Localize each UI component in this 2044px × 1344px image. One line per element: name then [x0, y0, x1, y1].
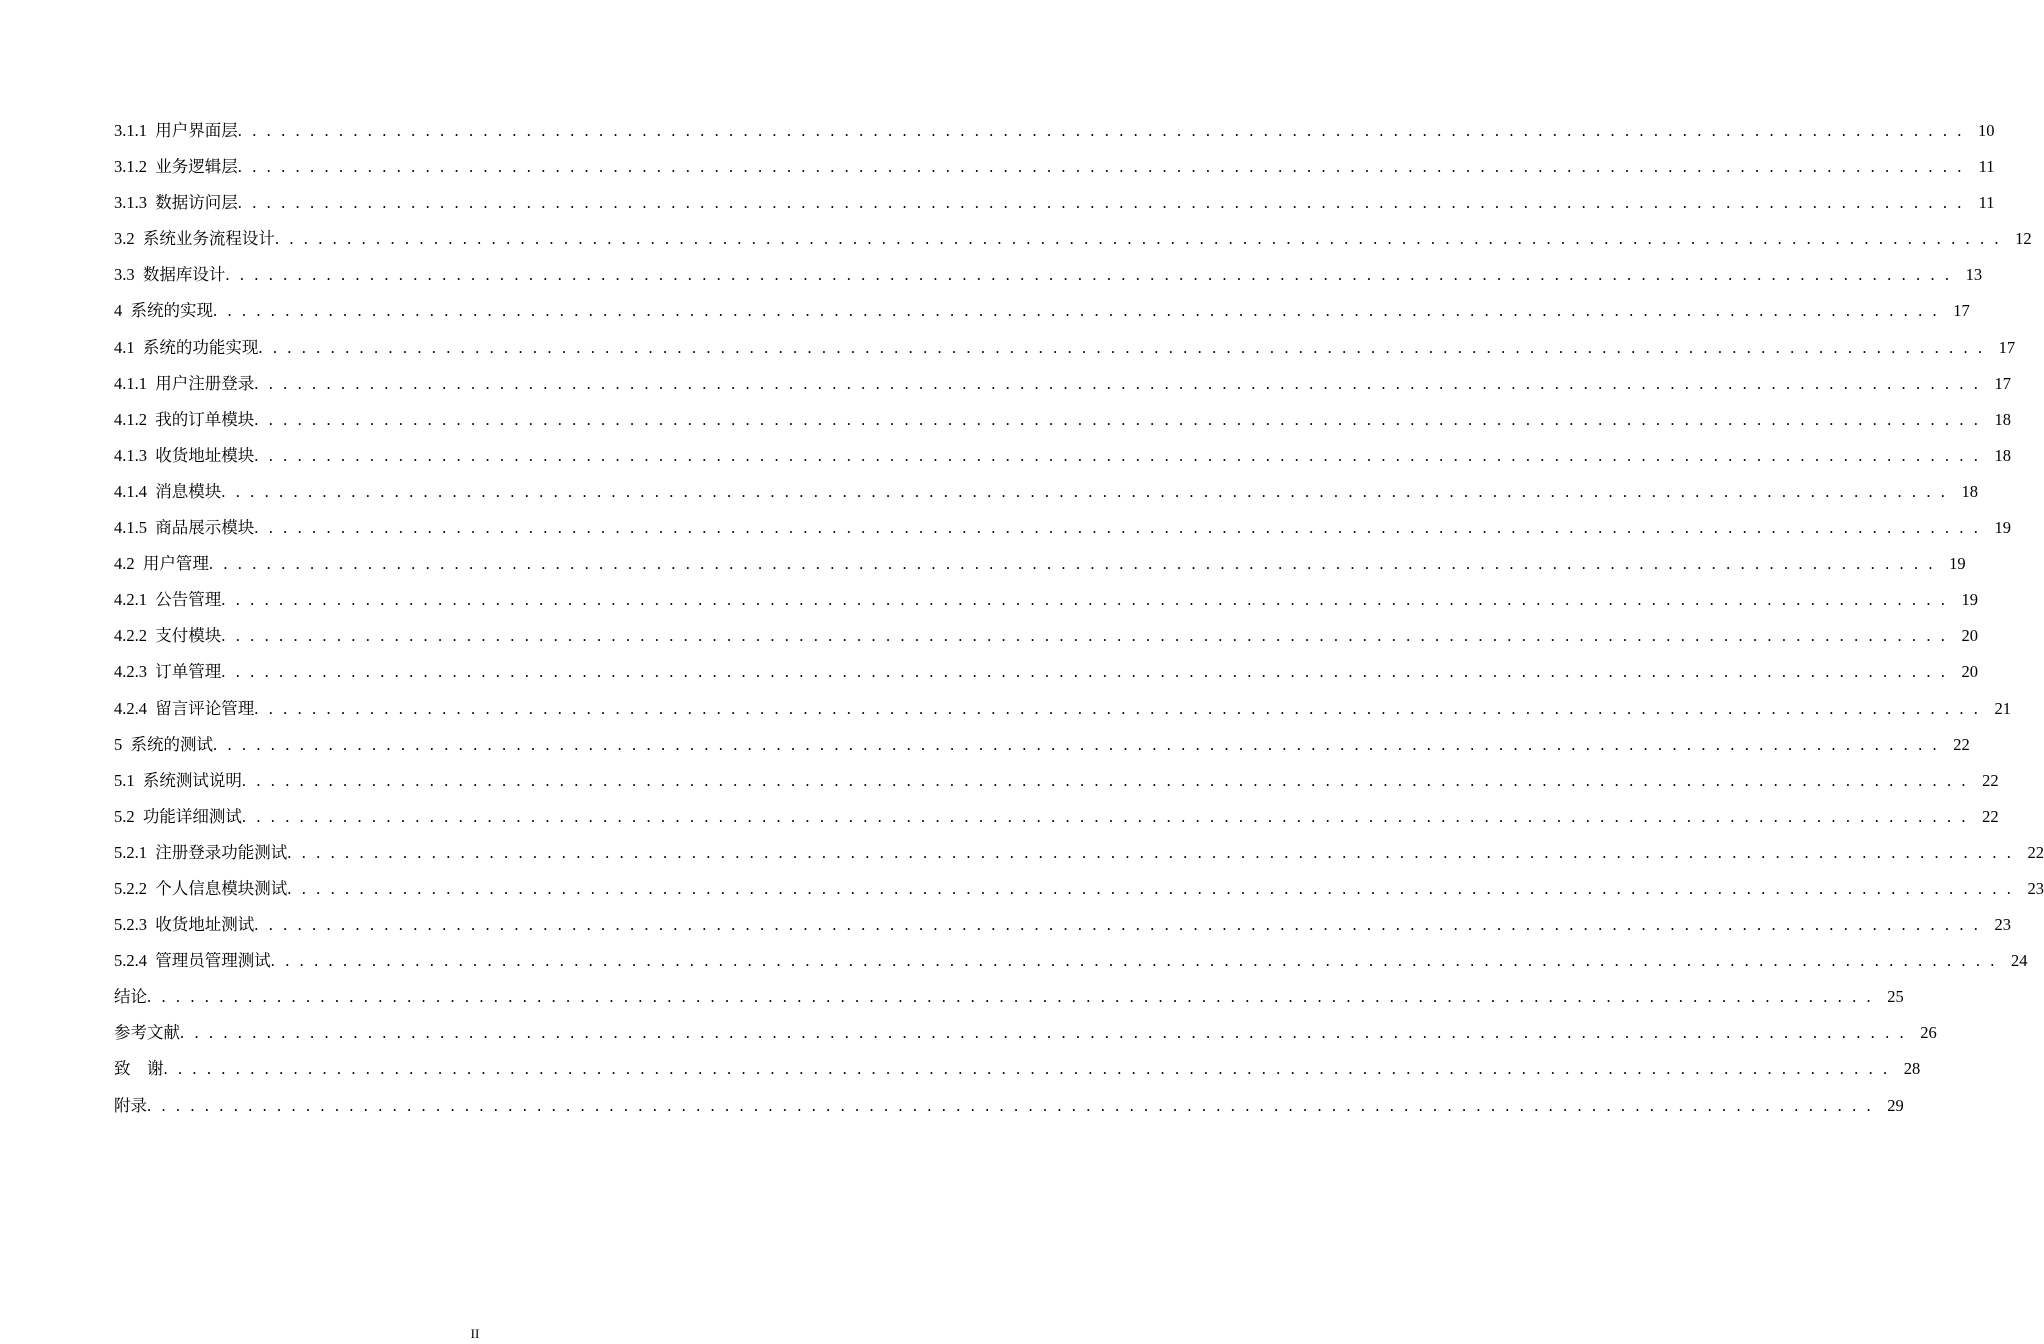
toc-entry-title: 4.2.1 公告管理 [114, 590, 222, 610]
toc-leader-dots: . . . . . . . . . . . . . . . . . . . . . . . . . . . . . . . . . . . . . . . . . . . . . . . . . . . . . . . . . . . . . . . . . . . . . . . . . . . . . . . . . . . . . . . . . . . . . . . . . . . . . . . . . . . . . . . . . . . . . . . . [213, 734, 1940, 754]
toc-entry[interactable] [114, 1088, 1904, 1124]
toc-entry-page-number: 26 [1920, 1023, 1937, 1043]
toc-leader-dots: . . . . . . . . . . . . . . . . . . . . . . . . . . . . . . . . . . . . . . . . . . . . . . . . . . . . . . . . . . . . . . . . . . . . . . . . . . . . . . . . . . . . . . . . . . . . . . . . . . . . . . . . . . . . . . . . . . . . . . . . [254, 409, 1982, 429]
toc-leader-dots: . . . . . . . . . . . . . . . . . . . . . . . . . . . . . . . . . . . . . . . . . . . . . . . . . . . . . . . . . . . . . . . . . . . . . . . . . . . . . . . . . . . . . . . . . . . . . . . . . . . . . . . . . . . . . . . . . . . . . . . . [254, 698, 1982, 718]
toc-leader-dots: . . . . . . . . . . . . . . . . . . . . . . . . . . . . . . . . . . . . . . . . . . . . . . . . . . . . . . . . . . . . . . . . . . . . . . . . . . . . . . . . . . . . . . . . . . . . . . . . . . . . . . . . . . . . . . . . . . . . . . . . [254, 518, 1982, 538]
toc-entry-page-number: 17 [1994, 373, 2012, 393]
toc-entry-title: 4.1.3 收货地址模块 [114, 445, 255, 465]
toc-leader-dots: . . . . . . . . . . . . . . . . . . . . . . . . . . . . . . . . . . . . . . . . . . . . . . . . . . . . . . . . . . . . . . . . . . . . . . . . . . . . . . . . . . . . . . . . . . . . . . . . . . . . . . . . . . . . . . . . . . . . . . . . [237, 157, 1965, 177]
toc-entry[interactable] [114, 907, 2012, 943]
toc-entry[interactable] [114, 402, 2012, 438]
toc-entry-title: 附录 [114, 1095, 147, 1115]
toc-entry-page-number: 28 [1903, 1059, 1921, 1079]
toc-entry[interactable] [114, 1015, 1937, 1051]
toc-entry-page-number: 22 [1982, 806, 1999, 826]
toc-entry[interactable] [114, 654, 1979, 690]
toc-leader-dots: . . . . . . . . . . . . . . . . . . . . . . . . . . . . . . . . . . . . . . . . . . . . . . . . . . . . . . . . . . . . . . . . . . . . . . . . . . . . . . . . . . . . . . . . . . . . . . . . . . . . . . . . . . . . . . . . . . . . . . . . [147, 987, 1874, 1007]
toc-entry-page-number: 18 [1961, 481, 1979, 501]
toc-entry[interactable] [114, 221, 2032, 257]
toc-entry-page-number: 22 [1982, 770, 1999, 790]
toc-entry[interactable] [114, 474, 1979, 510]
toc-entry-title: 3.1.1 用户界面层 [114, 121, 238, 140]
toc-entry-title: 4.2.4 留言评论管理 [114, 698, 255, 718]
toc-entry-title: 5.2.2 个人信息模块测试 [114, 878, 288, 898]
toc-entry-page-number: 20 [1961, 662, 1979, 682]
toc-leader-dots: . . . . . . . . . . . . . . . . . . . . . . . . . . . . . . . . . . . . . . . . . . . . . . . . . . . . . . . . . . . . . . . . . . . . . . . . . . . . . . . . . . . . . . . . . . . . . . . . . . . . . . . . . . . . . . . . . . . . . . . . [163, 1059, 1891, 1079]
toc-entry[interactable] [114, 799, 1999, 835]
toc-entry[interactable] [114, 943, 2028, 979]
toc-entry-title: 5.2.1 注册登录功能测试 [114, 842, 288, 862]
toc-entry[interactable] [114, 438, 2012, 474]
toc-leader-dots: . . . . . . . . . . . . . . . . . . . . . . . . . . . . . . . . . . . . . . . . . . . . . . . . . . . . . . . . . . . . . . . . . . . . . . . . . . . . . . . . . . . . . . . . . . . . . . . . . . . . . . . . . . . . . . . . . . . . . . . . [241, 806, 1969, 826]
toc-leader-dots: . . . . . . . . . . . . . . . . . . . . . . . . . . . . . . . . . . . . . . . . . . . . . . . . . . . . . . . . . . . . . . . . . . . . . . . . . . . . . . . . . . . . . . . . . . . . . . . . . . . . . . . . . . . . . . . . . . . . . . . . [221, 626, 1949, 646]
toc-leader-dots: . . . . . . . . . . . . . . . . . . . . . . . . . . . . . . . . . . . . . . . . . . . . . . . . . . . . . . . . . . . . . . . . . . . . . . . . . . . . . . . . . . . . . . . . . . . . . . . . . . . . . . . . . . . . . . . . . . . . . . . . [208, 554, 1936, 574]
toc-entry-title: 结论 [114, 987, 147, 1007]
toc-entry-title: 致 谢 [114, 1059, 164, 1079]
toc-entry[interactable] [114, 185, 1995, 221]
toc-entry-title: 3.1.3 数据访问层 [114, 193, 238, 213]
toc-leader-dots: . . . . . . . . . . . . . . . . . . . . . . . . . . . . . . . . . . . . . . . . . . . . . . . . . . . . . . . . . . . . . . . . . . . . . . . . . . . . . . . . . . . . . . . . . . . . . . . . . . . . . . . . . . . . . . . . . . . . . . . . [237, 193, 1965, 213]
toc-leader-dots: . . . . . . . . . . . . . . . . . . . . . . . . . . . . . . . . . . . . . . . . . . . . . . . . . . . . . . . . . . . . . . . . . . . . . . . . . . . . . . . . . . . . . . . . . . . . . . . . . . . . . . . . . . . . . . . . . . . . . . . . [221, 590, 1949, 610]
toc-entry-page-number: 20 [1961, 626, 1979, 646]
toc-entry-title: 5.1 系统测试说明 [114, 770, 242, 790]
toc-entry-title: 3.1.2 业务逻辑层 [114, 157, 238, 177]
toc-entry[interactable] [114, 618, 1979, 654]
toc-leader-dots: . . . . . . . . . . . . . . . . . . . . . . . . . . . . . . . . . . . . . . . . . . . . . . . . . . . . . . . . . . . . . . . . . . . . . . . . . . . . . . . . . . . . . . . . . . . . . . . . . . . . . . . . . . . . . . . . . . . . . . . . [237, 121, 1965, 140]
toc-entry[interactable] [114, 979, 1904, 1015]
toc-entry[interactable] [114, 113, 1995, 149]
toc-entry-page-number: 24 [2011, 951, 2028, 971]
toc-leader-dots: . . . . . . . . . . . . . . . . . . . . . . . . . . . . . . . . . . . . . . . . . . . . . . . . . . . . . . . . . . . . . . . . . . . . . . . . . . . . . . . . . . . . . . . . . . . . . . . . . . . . . . . . . . . . . . . . . . . . . . . . [241, 770, 1969, 790]
toc-leader-dots: . . . . . . . . . . . . . . . . . . . . . . . . . . . . . . . . . . . . . . . . . . . . . . . . . . . . . . . . . . . . . . . . . . . . . . . . . . . . . . . . . . . . . . . . . . . . . . . . . . . . . . . . . . . . . . . . . . . . . . . . [287, 878, 2015, 898]
toc-entry-page-number: 12 [2015, 229, 2032, 249]
toc-entry-title: 4.2.3 订单管理 [114, 662, 222, 682]
toc-entry-title: 5 系统的测试 [114, 734, 213, 754]
toc-entry[interactable] [114, 330, 2016, 366]
toc-entry[interactable] [114, 727, 1970, 763]
toc-leader-dots: . . . . . . . . . . . . . . . . . . . . . . . . . . . . . . . . . . . . . . . . . . . . . . . . . . . . . . . . . . . . . . . . . . . . . . . . . . . . . . . . . . . . . . . . . . . . . . . . . . . . . . . . . . . . . . . . . . . . . . . . [180, 1023, 1907, 1043]
toc-entry-title: 4.1.2 我的订单模块 [114, 409, 255, 429]
toc-leader-dots: . . . . . . . . . . . . . . . . . . . . . . . . . . . . . . . . . . . . . . . . . . . . . . . . . . . . . . . . . . . . . . . . . . . . . . . . . . . . . . . . . . . . . . . . . . . . . . . . . . . . . . . . . . . . . . . . . . . . . . . . [221, 481, 1949, 501]
toc-entry-page-number: 22 [1953, 734, 1970, 754]
toc-leader-dots: . . . . . . . . . . . . . . . . . . . . . . . . . . . . . . . . . . . . . . . . . . . . . . . . . . . . . . . . . . . . . . . . . . . . . . . . . . . . . . . . . . . . . . . . . . . . . . . . . . . . . . . . . . . . . . . . . . . . . . . . [270, 951, 1998, 971]
toc-entry[interactable] [114, 763, 1999, 799]
toc-entry-page-number: 22 [2027, 842, 2044, 862]
toc-entry-page-number: 17 [1998, 337, 2016, 357]
toc-entry[interactable] [114, 691, 2012, 727]
toc-entry-page-number: 11 [1978, 193, 1995, 213]
toc-entry-page-number: 18 [1994, 445, 2012, 465]
toc-leader-dots: . . . . . . . . . . . . . . . . . . . . . . . . . . . . . . . . . . . . . . . . . . . . . . . . . . . . . . . . . . . . . . . . . . . . . . . . . . . . . . . . . . . . . . . . . . . . . . . . . . . . . . . . . . . . . . . . . . . . . . . . [254, 373, 1982, 393]
toc-entry-title: 4.1.1 用户注册登录 [114, 373, 255, 393]
toc-entry-page-number: 21 [1994, 698, 2012, 718]
toc-leader-dots: . . . . . . . . . . . . . . . . . . . . . . . . . . . . . . . . . . . . . . . . . . . . . . . . . . . . . . . . . . . . . . . . . . . . . . . . . . . . . . . . . . . . . . . . . . . . . . . . . . . . . . . . . . . . . . . . . . . . . . . . [225, 265, 1953, 285]
toc-entry[interactable] [114, 871, 2044, 907]
toc-entry-title: 3.3 数据库设计 [114, 265, 226, 285]
toc-entry-page-number: 19 [1961, 590, 1979, 610]
toc-entry-title: 5.2.4 管理员管理测试 [114, 951, 271, 971]
toc-entry-page-number: 25 [1887, 987, 1904, 1007]
toc-leader-dots: . . . . . . . . . . . . . . . . . . . . . . . . . . . . . . . . . . . . . . . . . . . . . . . . . . . . . . . . . . . . . . . . . . . . . . . . . . . . . . . . . . . . . . . . . . . . . . . . . . . . . . . . . . . . . . . . . . . . . . . . [254, 915, 1982, 935]
toc-leader-dots: . . . . . . . . . . . . . . . . . . . . . . . . . . . . . . . . . . . . . . . . . . . . . . . . . . . . . . . . . . . . . . . . . . . . . . . . . . . . . . . . . . . . . . . . . . . . . . . . . . . . . . . . . . . . . . . . . . . . . . . . [147, 1095, 1874, 1115]
toc-entry-page-number: 13 [1965, 265, 1983, 285]
toc-entry-page-number: 11 [1978, 157, 1995, 177]
toc-entry[interactable] [114, 366, 2012, 402]
toc-entry[interactable] [114, 582, 1979, 618]
toc-entry-title: 4.2 用户管理 [114, 554, 209, 574]
toc-leader-dots: . . . . . . . . . . . . . . . . . . . . . . . . . . . . . . . . . . . . . . . . . . . . . . . . . . . . . . . . . . . . . . . . . . . . . . . . . . . . . . . . . . . . . . . . . . . . . . . . . . . . . . . . . . . . . . . . . . . . . . . . [221, 662, 1949, 682]
toc-entry[interactable] [114, 149, 1995, 185]
toc-leader-dots: . . . . . . . . . . . . . . . . . . . . . . . . . . . . . . . . . . . . . . . . . . . . . . . . . . . . . . . . . . . . . . . . . . . . . . . . . . . . . . . . . . . . . . . . . . . . . . . . . . . . . . . . . . . . . . . . . . . . . . . . [254, 445, 1982, 465]
toc-entry-page-number: 10 [1978, 121, 1995, 140]
toc-entry[interactable] [114, 257, 1983, 293]
toc-entry-title: 4.2.2 支付模块 [114, 626, 222, 646]
toc-entry-title: 4.1 系统的功能实现 [114, 337, 259, 357]
toc-entry[interactable] [114, 510, 2012, 546]
toc-entry-page-number: 19 [1949, 554, 1966, 574]
toc-entry-title: 3.2 系统业务流程设计 [114, 229, 275, 249]
toc-entry-page-number: 23 [2027, 878, 2044, 898]
toc-entry[interactable] [114, 1051, 1921, 1087]
toc-leader-dots: . . . . . . . . . . . . . . . . . . . . . . . . . . . . . . . . . . . . . . . . . . . . . . . . . . . . . . . . . . . . . . . . . . . . . . . . . . . . . . . . . . . . . . . . . . . . . . . . . . . . . . . . . . . . . . . . . . . . . . . . [258, 337, 1986, 357]
page-number: II [470, 1326, 480, 1341]
toc-entry[interactable] [114, 546, 1966, 582]
toc-entry-title: 5.2.3 收货地址测试 [114, 915, 255, 935]
toc-entry-page-number: 17 [1953, 301, 1970, 321]
toc-leader-dots: . . . . . . . . . . . . . . . . . . . . . . . . . . . . . . . . . . . . . . . . . . . . . . . . . . . . . . . . . . . . . . . . . . . . . . . . . . . . . . . . . . . . . . . . . . . . . . . . . . . . . . . . . . . . . . . . . . . . . . . . [287, 842, 2015, 862]
toc-entry-page-number: 23 [1994, 915, 2012, 935]
toc-entry-title: 参考文献 [114, 1023, 180, 1043]
toc-entry-title: 4.1.5 商品展示模块 [114, 518, 255, 538]
toc-entry-page-number: 29 [1887, 1095, 1904, 1115]
toc-entry-title: 5.2 功能详细测试 [114, 806, 242, 826]
toc-entry[interactable] [114, 835, 2044, 871]
toc-entry-title: 4 系统的实现 [114, 301, 213, 321]
table-of-contents [114, 113, 2044, 1124]
toc-leader-dots: . . . . . . . . . . . . . . . . . . . . . . . . . . . . . . . . . . . . . . . . . . . . . . . . . . . . . . . . . . . . . . . . . . . . . . . . . . . . . . . . . . . . . . . . . . . . . . . . . . . . . . . . . . . . . . . . . . . . . . . . [213, 301, 1940, 321]
toc-leader-dots: . . . . . . . . . . . . . . . . . . . . . . . . . . . . . . . . . . . . . . . . . . . . . . . . . . . . . . . . . . . . . . . . . . . . . . . . . . . . . . . . . . . . . . . . . . . . . . . . . . . . . . . . . . . . . . . . . . . . . . . . [274, 229, 2002, 249]
toc-entry[interactable] [114, 293, 1970, 329]
toc-entry-page-number: 19 [1994, 518, 2012, 538]
toc-entry-page-number: 18 [1994, 409, 2012, 429]
toc-entry-title: 4.1.4 消息模块 [114, 481, 222, 501]
